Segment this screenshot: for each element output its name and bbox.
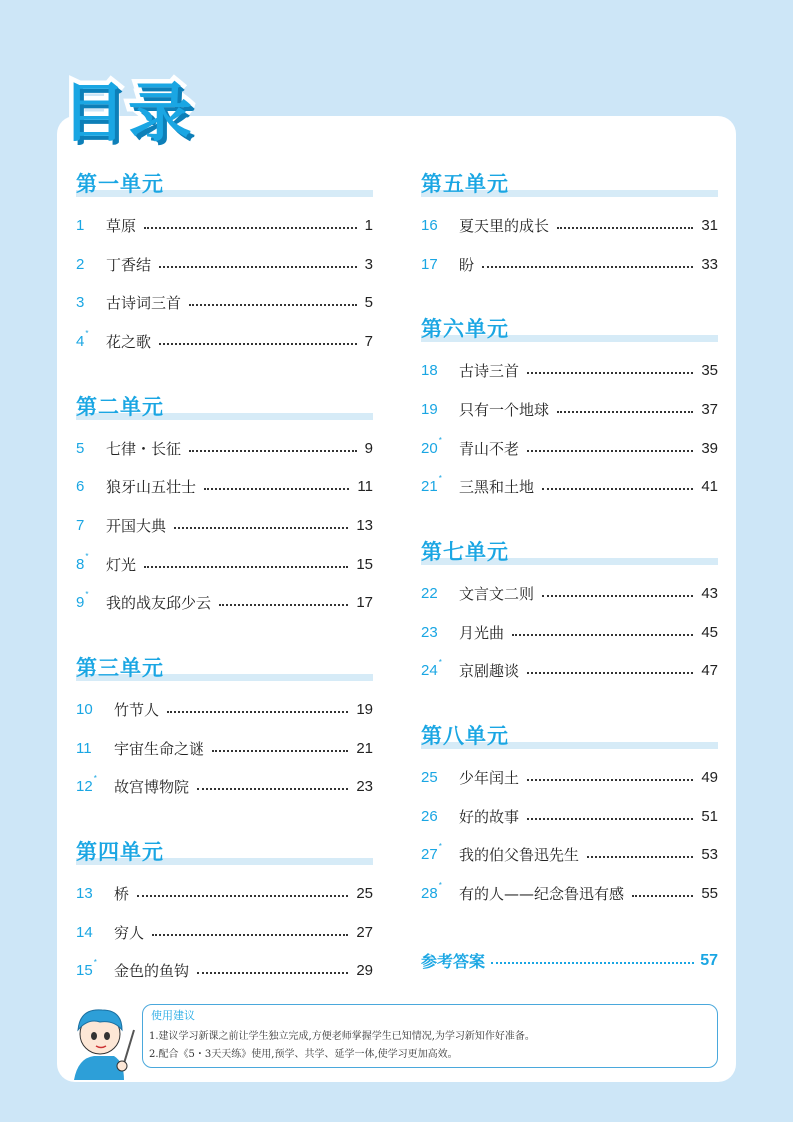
unit-heading-label: 第五单元: [421, 171, 509, 196]
lesson-number: [421, 881, 459, 903]
dot-leader: [189, 303, 357, 306]
lesson-number-text: 6: [76, 478, 85, 496]
lesson-number: [421, 435, 459, 457]
toc-entry[interactable]: [76, 584, 373, 623]
unit-heading-label: 第六单元: [421, 316, 509, 342]
page-title: 目录: [62, 77, 194, 151]
lesson-number-text: 3: [76, 294, 85, 312]
toc-left-column: [76, 160, 373, 990]
dot-leader: [632, 894, 693, 897]
unit-heading: [76, 834, 373, 874]
toc-entry[interactable]: [421, 758, 718, 797]
answer-key-entry[interactable]: [421, 941, 718, 981]
lesson-number: [421, 362, 459, 379]
lesson-title: 青山不老: [459, 439, 520, 458]
page-number: 41: [701, 478, 718, 496]
lesson-number-text: 23: [421, 623, 438, 641]
optional-lesson-mark: *: [438, 658, 442, 668]
lesson-number: [76, 551, 106, 573]
lesson-number: [421, 842, 459, 864]
toc-entry[interactable]: [421, 206, 718, 245]
dot-leader: [482, 265, 693, 268]
page-number: 11: [357, 478, 373, 496]
dot-leader: [587, 855, 693, 858]
dot-leader: [527, 817, 693, 820]
lesson-number-text: 24: [421, 662, 438, 680]
lesson-number-text: 26: [421, 807, 438, 825]
lesson-number: [421, 256, 459, 273]
dot-leader: [197, 787, 348, 790]
lesson-number-text: 10: [76, 701, 93, 719]
unit-heading-label: 第七单元: [421, 539, 509, 565]
lesson-title: 少年闰土: [459, 769, 520, 788]
page-number: 35: [701, 362, 718, 380]
lesson-number-text: 13: [76, 885, 93, 903]
toc-entry[interactable]: [421, 390, 718, 429]
dot-leader: [197, 971, 348, 974]
lesson-title: 穷人: [114, 923, 145, 942]
toc-right-column: [421, 160, 718, 981]
dot-leader: [144, 226, 357, 229]
toc-entry[interactable]: [76, 952, 373, 991]
lesson-number: [76, 924, 114, 941]
lesson-number-text: 16: [421, 216, 438, 234]
dot-leader: [557, 226, 693, 229]
page-number: 23: [356, 778, 373, 796]
unit-heading: [76, 166, 373, 206]
lesson-number-text: 1: [76, 216, 85, 234]
dot-leader: [212, 749, 348, 752]
lesson-number-text: 12: [76, 778, 93, 796]
lesson-number: [76, 958, 114, 980]
page-number: 13: [356, 516, 373, 534]
toc-entry[interactable]: [76, 729, 373, 768]
lesson-title: 古诗三首: [459, 362, 520, 381]
dot-leader: [542, 594, 693, 597]
lesson-number-text: 8: [76, 555, 85, 573]
unit-heading-label: 第八单元: [421, 723, 509, 749]
toc-entry[interactable]: [76, 913, 373, 952]
toc-entry[interactable]: [76, 283, 373, 322]
optional-lesson-mark: *: [85, 328, 89, 338]
lesson-number-text: 28: [421, 885, 438, 903]
lesson-number-text: 15: [76, 962, 93, 980]
toc-entry[interactable]: [421, 245, 718, 284]
toc-entry[interactable]: [76, 690, 373, 729]
optional-lesson-mark: *: [93, 958, 97, 968]
lesson-title: 盼: [459, 255, 475, 274]
answer-key-label: 参考答案: [421, 952, 486, 972]
page-number: 33: [701, 255, 718, 273]
optional-lesson-mark: *: [438, 474, 442, 484]
dot-leader: [527, 778, 693, 781]
dot-leader: [159, 342, 357, 345]
lesson-number: [76, 774, 114, 796]
toc-entry[interactable]: [421, 613, 718, 652]
page-number: 43: [701, 584, 718, 602]
lesson-title: 草原: [106, 216, 137, 235]
unit-heading-label: 第三单元: [76, 655, 164, 681]
page-number: 31: [701, 216, 718, 234]
lesson-number-text: 14: [76, 923, 93, 941]
tips-line-1: 1.建议学习新课之前让学生独立完成,方便老师掌握学生已知情况,为学习新知作好准备。: [149, 1031, 535, 1042]
page-number: 27: [356, 923, 373, 941]
lesson-number: [76, 885, 114, 902]
page-number: 5: [364, 294, 373, 312]
lesson-title: 只有一个地球: [459, 400, 550, 419]
unit-heading: [76, 389, 373, 429]
toc-entry[interactable]: [76, 429, 373, 468]
toc-entry[interactable]: [421, 874, 718, 913]
page-number: 39: [701, 439, 718, 457]
lesson-number: [76, 217, 106, 234]
page-number: 53: [701, 846, 718, 864]
dot-leader: [144, 565, 348, 568]
dot-leader: [137, 894, 348, 897]
page-number: 25: [356, 885, 373, 903]
lesson-title: 宇宙生命之谜: [114, 739, 205, 758]
toc-entry[interactable]: [421, 467, 718, 506]
dot-leader: [542, 487, 693, 490]
page-number: 45: [701, 623, 718, 641]
lesson-number: [76, 740, 114, 757]
page-number: 51: [701, 807, 718, 825]
page-number: 7: [364, 332, 373, 350]
lesson-number-text: 20: [421, 439, 438, 457]
lesson-number-text: 27: [421, 846, 438, 864]
lesson-title: 金色的鱼钩: [114, 962, 190, 981]
page-number: 3: [364, 255, 373, 273]
toc-entry[interactable]: [76, 506, 373, 545]
lesson-number-text: 11: [76, 739, 92, 757]
optional-lesson-mark: *: [438, 842, 442, 852]
toc-entry[interactable]: [421, 574, 718, 613]
optional-lesson-mark: *: [438, 435, 442, 445]
optional-lesson-mark: *: [93, 774, 97, 784]
unit-heading: [421, 166, 718, 206]
lesson-number: [421, 474, 459, 496]
toc-entry[interactable]: [76, 322, 373, 361]
lesson-number: [76, 701, 114, 718]
toc-entry[interactable]: [421, 351, 718, 390]
optional-lesson-mark: *: [438, 881, 442, 891]
lesson-number: [421, 401, 459, 418]
lesson-number: [76, 294, 106, 311]
optional-lesson-mark: *: [85, 590, 89, 600]
lesson-number: [76, 590, 106, 612]
page-number: 17: [356, 594, 373, 612]
lesson-number: [76, 256, 106, 273]
lesson-number: [421, 658, 459, 680]
dot-leader: [204, 487, 349, 490]
lesson-title: 文言文二则: [459, 584, 535, 603]
lesson-title: 三黑和土地: [459, 478, 535, 497]
dot-leader: [491, 962, 694, 964]
dot-leader: [219, 603, 348, 606]
lesson-number: [421, 769, 459, 786]
dot-leader: [159, 265, 357, 268]
toc-entry[interactable]: [76, 545, 373, 584]
lesson-title: 夏天里的成长: [459, 216, 550, 235]
lesson-title: 丁香结: [106, 255, 152, 274]
toc-entry[interactable]: [76, 245, 373, 284]
toc-entry[interactable]: [421, 652, 718, 691]
lesson-title: 狼牙山五壮士: [106, 478, 197, 497]
toc-entry[interactable]: [421, 797, 718, 836]
tips-line-2: 2.配合《5・3天天练》使用,预学、共学、延学一体,使学习更加高效。: [149, 1049, 458, 1060]
lesson-title: 故宫博物院: [114, 778, 190, 797]
page-number: 37: [701, 400, 718, 418]
lesson-title: 桥: [114, 885, 130, 904]
lesson-number: [76, 440, 106, 457]
lesson-title: 七律・长征: [106, 439, 182, 458]
unit-heading: [421, 534, 718, 574]
page-number: 1: [364, 216, 373, 234]
page-number: 29: [356, 962, 373, 980]
lesson-number: [421, 217, 459, 234]
lesson-number: [76, 517, 106, 534]
toc-entry[interactable]: [76, 206, 373, 245]
optional-lesson-mark: *: [85, 551, 89, 561]
lesson-number: [421, 624, 459, 641]
toc-entry[interactable]: [421, 429, 718, 468]
toc-entry[interactable]: [76, 874, 373, 913]
dot-leader: [527, 671, 693, 674]
lesson-title: 我的战友邱少云: [106, 594, 212, 613]
dot-leader: [512, 633, 693, 636]
unit-heading-label: 第二单元: [76, 393, 164, 419]
unit-heading-label: 第一单元: [76, 171, 164, 196]
toc-entry[interactable]: [421, 836, 718, 875]
lesson-title: 好的故事: [459, 807, 520, 826]
lesson-number-text: 4: [76, 332, 85, 350]
tips-heading: 使用建议: [151, 1009, 195, 1022]
page-number: 15: [356, 555, 373, 573]
lesson-title: 开国大典: [106, 516, 167, 535]
dot-leader: [557, 410, 693, 413]
lesson-title: 京剧趣谈: [459, 662, 520, 681]
unit-heading-label: 第四单元: [76, 839, 164, 865]
lesson-number-text: 2: [76, 255, 85, 273]
page-number: 21: [356, 739, 373, 757]
lesson-number-text: 25: [421, 769, 438, 787]
toc-entry[interactable]: [76, 467, 373, 506]
lesson-number: [421, 808, 459, 825]
page-number: 49: [701, 769, 718, 787]
dot-leader: [152, 933, 348, 936]
dot-leader: [174, 526, 348, 529]
page-number: 19: [356, 701, 373, 719]
lesson-title: 月光曲: [459, 623, 505, 642]
lesson-number: [76, 478, 106, 495]
lesson-number: [76, 328, 106, 350]
lesson-title: 竹节人: [114, 701, 160, 720]
dot-leader: [189, 449, 357, 452]
lesson-number-text: 19: [421, 400, 438, 418]
lesson-number-text: 21: [421, 478, 438, 496]
page-number: 9: [364, 439, 373, 457]
lesson-number-text: 17: [421, 255, 438, 273]
lesson-number: [421, 585, 459, 602]
toc-entry[interactable]: [76, 768, 373, 807]
unit-heading: [421, 718, 718, 758]
lesson-title: 古诗词三首: [106, 294, 182, 313]
lesson-number-text: 18: [421, 362, 438, 380]
lesson-title: 有的人——纪念鲁迅有感: [459, 885, 625, 904]
page-number: 55: [701, 885, 718, 903]
unit-heading: [76, 650, 373, 690]
lesson-number-text: 9: [76, 594, 85, 612]
lesson-title: 我的伯父鲁迅先生: [459, 846, 580, 865]
lesson-title: 花之歌: [106, 332, 152, 351]
dot-leader: [527, 449, 693, 452]
boy-mascot-icon: [64, 1000, 144, 1080]
lesson-number-text: 7: [76, 516, 85, 534]
dot-leader: [527, 371, 693, 374]
answer-key-page: 57: [700, 951, 718, 969]
lesson-number-text: 22: [421, 584, 438, 602]
lesson-title: 灯光: [106, 555, 137, 574]
dot-leader: [167, 710, 348, 713]
page-number: 47: [701, 662, 718, 680]
lesson-number-text: 5: [76, 439, 85, 457]
unit-heading: [421, 311, 718, 351]
usage-tips-box: [142, 1004, 718, 1068]
